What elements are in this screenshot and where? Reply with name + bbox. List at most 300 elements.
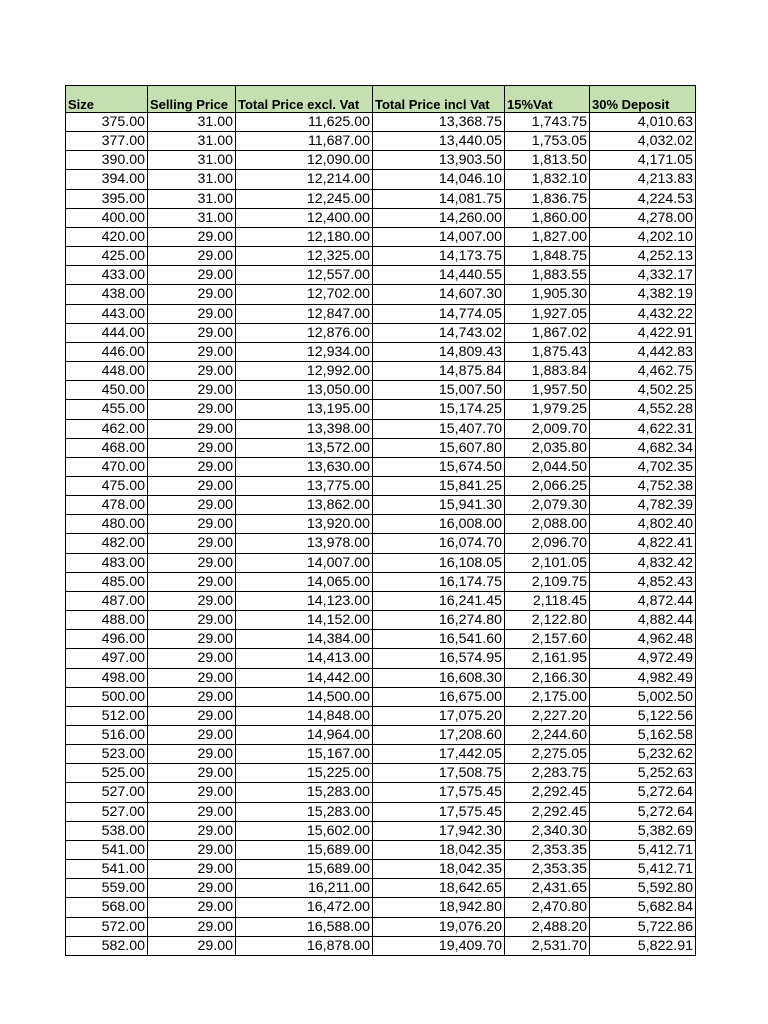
cell-deposit: 5,272.64	[590, 802, 696, 821]
cell-deposit: 4,252.13	[590, 247, 696, 266]
cell-size: 443.00	[66, 304, 148, 323]
cell-total-excl-vat: 14,007.00	[236, 553, 373, 572]
table-row	[66, 936, 696, 955]
cell-vat: 1,827.00	[505, 227, 590, 246]
table-row	[66, 630, 696, 649]
table-row	[66, 611, 696, 630]
cell-total-excl-vat: 12,180.00	[236, 227, 373, 246]
cell-total-excl-vat: 12,702.00	[236, 285, 373, 304]
cell-vat: 1,979.25	[505, 400, 590, 419]
cell-total-excl-vat: 14,065.00	[236, 572, 373, 591]
cell-size: 496.00	[66, 630, 148, 649]
cell-total-incl-vat: 15,407.70	[373, 419, 505, 438]
cell-selling-price: 29.00	[148, 840, 236, 859]
table-row	[66, 227, 696, 246]
table-row	[66, 362, 696, 381]
cell-deposit: 5,592.80	[590, 879, 696, 898]
cell-selling-price: 29.00	[148, 400, 236, 419]
cell-selling-price: 29.00	[148, 898, 236, 917]
cell-total-incl-vat: 19,409.70	[373, 936, 505, 955]
cell-selling-price: 29.00	[148, 534, 236, 553]
cell-total-incl-vat: 14,774.05	[373, 304, 505, 323]
cell-size: 400.00	[66, 208, 148, 227]
cell-total-excl-vat: 16,878.00	[236, 936, 373, 955]
cell-size: 448.00	[66, 362, 148, 381]
cell-total-excl-vat: 15,602.00	[236, 821, 373, 840]
cell-deposit: 4,822.41	[590, 534, 696, 553]
cell-size: 487.00	[66, 591, 148, 610]
cell-deposit: 4,782.39	[590, 496, 696, 515]
cell-selling-price: 29.00	[148, 668, 236, 687]
cell-selling-price: 29.00	[148, 553, 236, 572]
cell-vat: 2,175.00	[505, 687, 590, 706]
cell-vat: 1,836.75	[505, 189, 590, 208]
cell-total-excl-vat: 13,050.00	[236, 381, 373, 400]
cell-vat: 2,157.60	[505, 630, 590, 649]
cell-total-incl-vat: 16,541.60	[373, 630, 505, 649]
cell-size: 483.00	[66, 553, 148, 572]
cell-size: 498.00	[66, 668, 148, 687]
cell-size: 475.00	[66, 476, 148, 495]
cell-selling-price: 29.00	[148, 362, 236, 381]
cell-total-excl-vat: 13,195.00	[236, 400, 373, 419]
header-selling-price: Selling Price	[148, 86, 236, 113]
cell-total-incl-vat: 16,008.00	[373, 515, 505, 534]
header-total-incl-vat: Total Price incl Vat	[373, 86, 505, 113]
cell-total-excl-vat: 15,167.00	[236, 745, 373, 764]
cell-size: 394.00	[66, 170, 148, 189]
cell-deposit: 4,032.02	[590, 132, 696, 151]
table-row	[66, 534, 696, 553]
cell-total-incl-vat: 15,674.50	[373, 457, 505, 476]
cell-total-excl-vat: 12,934.00	[236, 342, 373, 361]
cell-deposit: 4,462.75	[590, 362, 696, 381]
cell-size: 485.00	[66, 572, 148, 591]
cell-size: 478.00	[66, 496, 148, 515]
table-row	[66, 438, 696, 457]
cell-vat: 2,353.35	[505, 860, 590, 879]
cell-total-excl-vat: 13,630.00	[236, 457, 373, 476]
cell-vat: 2,340.30	[505, 821, 590, 840]
cell-total-excl-vat: 11,625.00	[236, 113, 373, 132]
cell-total-excl-vat: 15,283.00	[236, 802, 373, 821]
cell-vat: 2,292.45	[505, 802, 590, 821]
cell-total-incl-vat: 17,575.45	[373, 802, 505, 821]
cell-total-incl-vat: 14,875.84	[373, 362, 505, 381]
cell-size: 390.00	[66, 151, 148, 170]
cell-selling-price: 29.00	[148, 438, 236, 457]
cell-total-excl-vat: 16,472.00	[236, 898, 373, 917]
cell-size: 482.00	[66, 534, 148, 553]
cell-size: 446.00	[66, 342, 148, 361]
cell-total-incl-vat: 16,574.95	[373, 649, 505, 668]
cell-vat: 1,883.55	[505, 266, 590, 285]
table-row	[66, 821, 696, 840]
cell-size: 425.00	[66, 247, 148, 266]
cell-selling-price: 29.00	[148, 745, 236, 764]
cell-deposit: 4,982.49	[590, 668, 696, 687]
cell-vat: 1,743.75	[505, 113, 590, 132]
cell-total-incl-vat: 16,675.00	[373, 687, 505, 706]
header-total-excl-vat: Total Price excl. Vat	[236, 86, 373, 113]
cell-deposit: 4,682.34	[590, 438, 696, 457]
cell-total-incl-vat: 13,368.75	[373, 113, 505, 132]
cell-total-excl-vat: 13,862.00	[236, 496, 373, 515]
cell-total-excl-vat: 14,123.00	[236, 591, 373, 610]
table-row	[66, 879, 696, 898]
cell-size: 444.00	[66, 323, 148, 342]
cell-selling-price: 29.00	[148, 783, 236, 802]
cell-total-incl-vat: 14,046.10	[373, 170, 505, 189]
cell-selling-price: 29.00	[148, 247, 236, 266]
cell-total-excl-vat: 14,413.00	[236, 649, 373, 668]
cell-deposit: 4,872.44	[590, 591, 696, 610]
cell-total-excl-vat: 12,876.00	[236, 323, 373, 342]
table-row	[66, 342, 696, 361]
table-row	[66, 247, 696, 266]
table-row	[66, 400, 696, 419]
cell-deposit: 4,202.10	[590, 227, 696, 246]
table-row	[66, 726, 696, 745]
table-row	[66, 381, 696, 400]
cell-deposit: 5,382.69	[590, 821, 696, 840]
cell-total-excl-vat: 14,442.00	[236, 668, 373, 687]
cell-total-incl-vat: 18,042.35	[373, 840, 505, 859]
cell-total-incl-vat: 14,743.02	[373, 323, 505, 342]
cell-total-excl-vat: 12,992.00	[236, 362, 373, 381]
cell-size: 568.00	[66, 898, 148, 917]
cell-total-incl-vat: 16,108.05	[373, 553, 505, 572]
cell-total-incl-vat: 14,809.43	[373, 342, 505, 361]
cell-vat: 2,283.75	[505, 764, 590, 783]
cell-vat: 2,161.95	[505, 649, 590, 668]
cell-deposit: 4,502.25	[590, 381, 696, 400]
cell-deposit: 4,752.38	[590, 476, 696, 495]
cell-selling-price: 31.00	[148, 151, 236, 170]
table-row	[66, 496, 696, 515]
cell-total-incl-vat: 14,260.00	[373, 208, 505, 227]
cell-selling-price: 29.00	[148, 802, 236, 821]
table-row	[66, 132, 696, 151]
cell-deposit: 4,171.05	[590, 151, 696, 170]
cell-size: 512.00	[66, 706, 148, 725]
cell-deposit: 4,832.42	[590, 553, 696, 572]
cell-vat: 1,753.05	[505, 132, 590, 151]
cell-selling-price: 29.00	[148, 821, 236, 840]
cell-total-excl-vat: 14,500.00	[236, 687, 373, 706]
table-row	[66, 304, 696, 323]
cell-total-excl-vat: 12,557.00	[236, 266, 373, 285]
table-row	[66, 802, 696, 821]
cell-total-excl-vat: 12,325.00	[236, 247, 373, 266]
table-row	[66, 457, 696, 476]
cell-vat: 2,101.05	[505, 553, 590, 572]
cell-vat: 2,035.80	[505, 438, 590, 457]
cell-total-excl-vat: 14,152.00	[236, 611, 373, 630]
cell-deposit: 5,232.62	[590, 745, 696, 764]
cell-size: 527.00	[66, 783, 148, 802]
header-vat: 15%Vat	[505, 86, 590, 113]
table-row	[66, 266, 696, 285]
cell-vat: 1,832.10	[505, 170, 590, 189]
cell-deposit: 4,622.31	[590, 419, 696, 438]
table-row	[66, 285, 696, 304]
cell-total-incl-vat: 14,007.00	[373, 227, 505, 246]
cell-deposit: 4,972.49	[590, 649, 696, 668]
table-header	[66, 86, 696, 113]
table-row	[66, 476, 696, 495]
table-row	[66, 113, 696, 132]
cell-deposit: 4,010.63	[590, 113, 696, 132]
cell-total-incl-vat: 18,642.65	[373, 879, 505, 898]
cell-total-incl-vat: 17,075.20	[373, 706, 505, 725]
price-sheet	[65, 85, 696, 956]
cell-total-excl-vat: 15,283.00	[236, 783, 373, 802]
cell-total-incl-vat: 19,076.20	[373, 917, 505, 936]
cell-size: 450.00	[66, 381, 148, 400]
cell-size: 375.00	[66, 113, 148, 132]
cell-deposit: 4,552.28	[590, 400, 696, 419]
cell-vat: 2,118.45	[505, 591, 590, 610]
cell-total-excl-vat: 13,920.00	[236, 515, 373, 534]
cell-vat: 2,096.70	[505, 534, 590, 553]
cell-total-incl-vat: 18,042.35	[373, 860, 505, 879]
cell-total-excl-vat: 16,211.00	[236, 879, 373, 898]
table-row	[66, 764, 696, 783]
cell-total-incl-vat: 17,442.05	[373, 745, 505, 764]
cell-size: 433.00	[66, 266, 148, 285]
cell-deposit: 5,822.91	[590, 936, 696, 955]
cell-vat: 2,531.70	[505, 936, 590, 955]
cell-vat: 1,927.05	[505, 304, 590, 323]
cell-total-excl-vat: 13,978.00	[236, 534, 373, 553]
table-row	[66, 649, 696, 668]
cell-total-excl-vat: 12,847.00	[236, 304, 373, 323]
cell-total-incl-vat: 16,241.45	[373, 591, 505, 610]
cell-total-excl-vat: 12,214.00	[236, 170, 373, 189]
cell-size: 582.00	[66, 936, 148, 955]
cell-size: 438.00	[66, 285, 148, 304]
table-row	[66, 151, 696, 170]
cell-vat: 2,066.25	[505, 476, 590, 495]
cell-selling-price: 29.00	[148, 572, 236, 591]
cell-total-excl-vat: 14,384.00	[236, 630, 373, 649]
table-row	[66, 189, 696, 208]
cell-total-excl-vat: 14,964.00	[236, 726, 373, 745]
cell-vat: 2,079.30	[505, 496, 590, 515]
price-table	[65, 85, 696, 956]
cell-size: 541.00	[66, 840, 148, 859]
cell-selling-price: 29.00	[148, 630, 236, 649]
cell-size: 455.00	[66, 400, 148, 419]
cell-deposit: 4,962.48	[590, 630, 696, 649]
table-row	[66, 553, 696, 572]
cell-selling-price: 29.00	[148, 706, 236, 725]
table-row	[66, 706, 696, 725]
cell-selling-price: 29.00	[148, 649, 236, 668]
cell-vat: 1,848.75	[505, 247, 590, 266]
cell-size: 377.00	[66, 132, 148, 151]
cell-size: 525.00	[66, 764, 148, 783]
cell-vat: 1,860.00	[505, 208, 590, 227]
cell-total-excl-vat: 15,225.00	[236, 764, 373, 783]
cell-total-incl-vat: 15,607.80	[373, 438, 505, 457]
cell-size: 480.00	[66, 515, 148, 534]
table-row	[66, 668, 696, 687]
cell-selling-price: 29.00	[148, 304, 236, 323]
cell-total-incl-vat: 17,208.60	[373, 726, 505, 745]
cell-deposit: 5,272.64	[590, 783, 696, 802]
cell-selling-price: 29.00	[148, 476, 236, 495]
cell-size: 559.00	[66, 879, 148, 898]
header-deposit: 30% Deposit	[590, 86, 696, 113]
cell-total-incl-vat: 15,007.50	[373, 381, 505, 400]
cell-deposit: 4,802.40	[590, 515, 696, 534]
cell-deposit: 5,002.50	[590, 687, 696, 706]
cell-deposit: 4,882.44	[590, 611, 696, 630]
cell-total-excl-vat: 15,689.00	[236, 860, 373, 879]
cell-total-incl-vat: 18,942.80	[373, 898, 505, 917]
cell-selling-price: 31.00	[148, 189, 236, 208]
cell-vat: 2,227.20	[505, 706, 590, 725]
cell-selling-price: 29.00	[148, 611, 236, 630]
header-row	[66, 86, 696, 113]
cell-total-excl-vat: 16,588.00	[236, 917, 373, 936]
cell-selling-price: 31.00	[148, 132, 236, 151]
cell-total-incl-vat: 15,174.25	[373, 400, 505, 419]
table-row	[66, 515, 696, 534]
cell-deposit: 4,332.17	[590, 266, 696, 285]
cell-deposit: 4,213.83	[590, 170, 696, 189]
cell-selling-price: 29.00	[148, 323, 236, 342]
cell-deposit: 5,412.71	[590, 860, 696, 879]
cell-vat: 2,470.80	[505, 898, 590, 917]
cell-deposit: 4,702.35	[590, 457, 696, 476]
table-row	[66, 860, 696, 879]
cell-size: 497.00	[66, 649, 148, 668]
cell-total-incl-vat: 17,942.30	[373, 821, 505, 840]
cell-total-incl-vat: 14,173.75	[373, 247, 505, 266]
cell-deposit: 4,382.19	[590, 285, 696, 304]
cell-size: 523.00	[66, 745, 148, 764]
cell-total-incl-vat: 15,941.30	[373, 496, 505, 515]
cell-deposit: 4,224.53	[590, 189, 696, 208]
cell-deposit: 5,162.58	[590, 726, 696, 745]
cell-vat: 1,883.84	[505, 362, 590, 381]
table-row	[66, 840, 696, 859]
cell-total-incl-vat: 14,081.75	[373, 189, 505, 208]
cell-vat: 1,905.30	[505, 285, 590, 304]
cell-deposit: 5,682.84	[590, 898, 696, 917]
cell-total-excl-vat: 12,245.00	[236, 189, 373, 208]
cell-total-incl-vat: 13,440.05	[373, 132, 505, 151]
cell-size: 516.00	[66, 726, 148, 745]
table-row	[66, 208, 696, 227]
cell-total-excl-vat: 13,398.00	[236, 419, 373, 438]
table-row	[66, 323, 696, 342]
cell-total-excl-vat: 15,689.00	[236, 840, 373, 859]
cell-selling-price: 29.00	[148, 285, 236, 304]
cell-selling-price: 29.00	[148, 457, 236, 476]
cell-total-excl-vat: 13,572.00	[236, 438, 373, 457]
cell-total-excl-vat: 12,400.00	[236, 208, 373, 227]
cell-total-incl-vat: 16,174.75	[373, 572, 505, 591]
cell-total-incl-vat: 16,274.80	[373, 611, 505, 630]
cell-selling-price: 31.00	[148, 113, 236, 132]
cell-deposit: 4,432.22	[590, 304, 696, 323]
cell-selling-price: 29.00	[148, 381, 236, 400]
cell-vat: 2,275.05	[505, 745, 590, 764]
header-size: Size	[66, 86, 148, 113]
cell-vat: 2,088.00	[505, 515, 590, 534]
cell-vat: 2,488.20	[505, 917, 590, 936]
cell-size: 572.00	[66, 917, 148, 936]
cell-selling-price: 31.00	[148, 208, 236, 227]
cell-selling-price: 29.00	[148, 227, 236, 246]
cell-size: 395.00	[66, 189, 148, 208]
table-row	[66, 917, 696, 936]
cell-selling-price: 29.00	[148, 879, 236, 898]
cell-selling-price: 29.00	[148, 917, 236, 936]
cell-selling-price: 29.00	[148, 936, 236, 955]
cell-vat: 2,009.70	[505, 419, 590, 438]
cell-size: 527.00	[66, 802, 148, 821]
cell-total-incl-vat: 14,607.30	[373, 285, 505, 304]
table-row	[66, 745, 696, 764]
cell-deposit: 4,852.43	[590, 572, 696, 591]
cell-selling-price: 29.00	[148, 591, 236, 610]
table-row	[66, 591, 696, 610]
cell-total-incl-vat: 16,074.70	[373, 534, 505, 553]
cell-deposit: 5,122.56	[590, 706, 696, 725]
cell-total-excl-vat: 13,775.00	[236, 476, 373, 495]
cell-selling-price: 29.00	[148, 266, 236, 285]
cell-vat: 2,122.80	[505, 611, 590, 630]
cell-deposit: 4,278.00	[590, 208, 696, 227]
table-row	[66, 170, 696, 189]
cell-total-incl-vat: 14,440.55	[373, 266, 505, 285]
cell-selling-price: 29.00	[148, 687, 236, 706]
cell-vat: 2,292.45	[505, 783, 590, 802]
cell-total-incl-vat: 16,608.30	[373, 668, 505, 687]
cell-vat: 1,957.50	[505, 381, 590, 400]
cell-selling-price: 29.00	[148, 860, 236, 879]
cell-vat: 2,244.60	[505, 726, 590, 745]
table-row	[66, 687, 696, 706]
cell-deposit: 4,442.83	[590, 342, 696, 361]
cell-size: 420.00	[66, 227, 148, 246]
cell-size: 468.00	[66, 438, 148, 457]
cell-size: 462.00	[66, 419, 148, 438]
cell-selling-price: 29.00	[148, 764, 236, 783]
cell-vat: 1,813.50	[505, 151, 590, 170]
cell-vat: 2,166.30	[505, 668, 590, 687]
cell-vat: 2,431.65	[505, 879, 590, 898]
table-row	[66, 419, 696, 438]
cell-vat: 2,109.75	[505, 572, 590, 591]
cell-total-incl-vat: 15,841.25	[373, 476, 505, 495]
table-row	[66, 572, 696, 591]
cell-total-excl-vat: 14,848.00	[236, 706, 373, 725]
cell-size: 541.00	[66, 860, 148, 879]
cell-size: 488.00	[66, 611, 148, 630]
cell-total-incl-vat: 13,903.50	[373, 151, 505, 170]
table-row	[66, 898, 696, 917]
cell-selling-price: 29.00	[148, 515, 236, 534]
cell-vat: 1,875.43	[505, 342, 590, 361]
cell-deposit: 5,252.63	[590, 764, 696, 783]
cell-size: 538.00	[66, 821, 148, 840]
